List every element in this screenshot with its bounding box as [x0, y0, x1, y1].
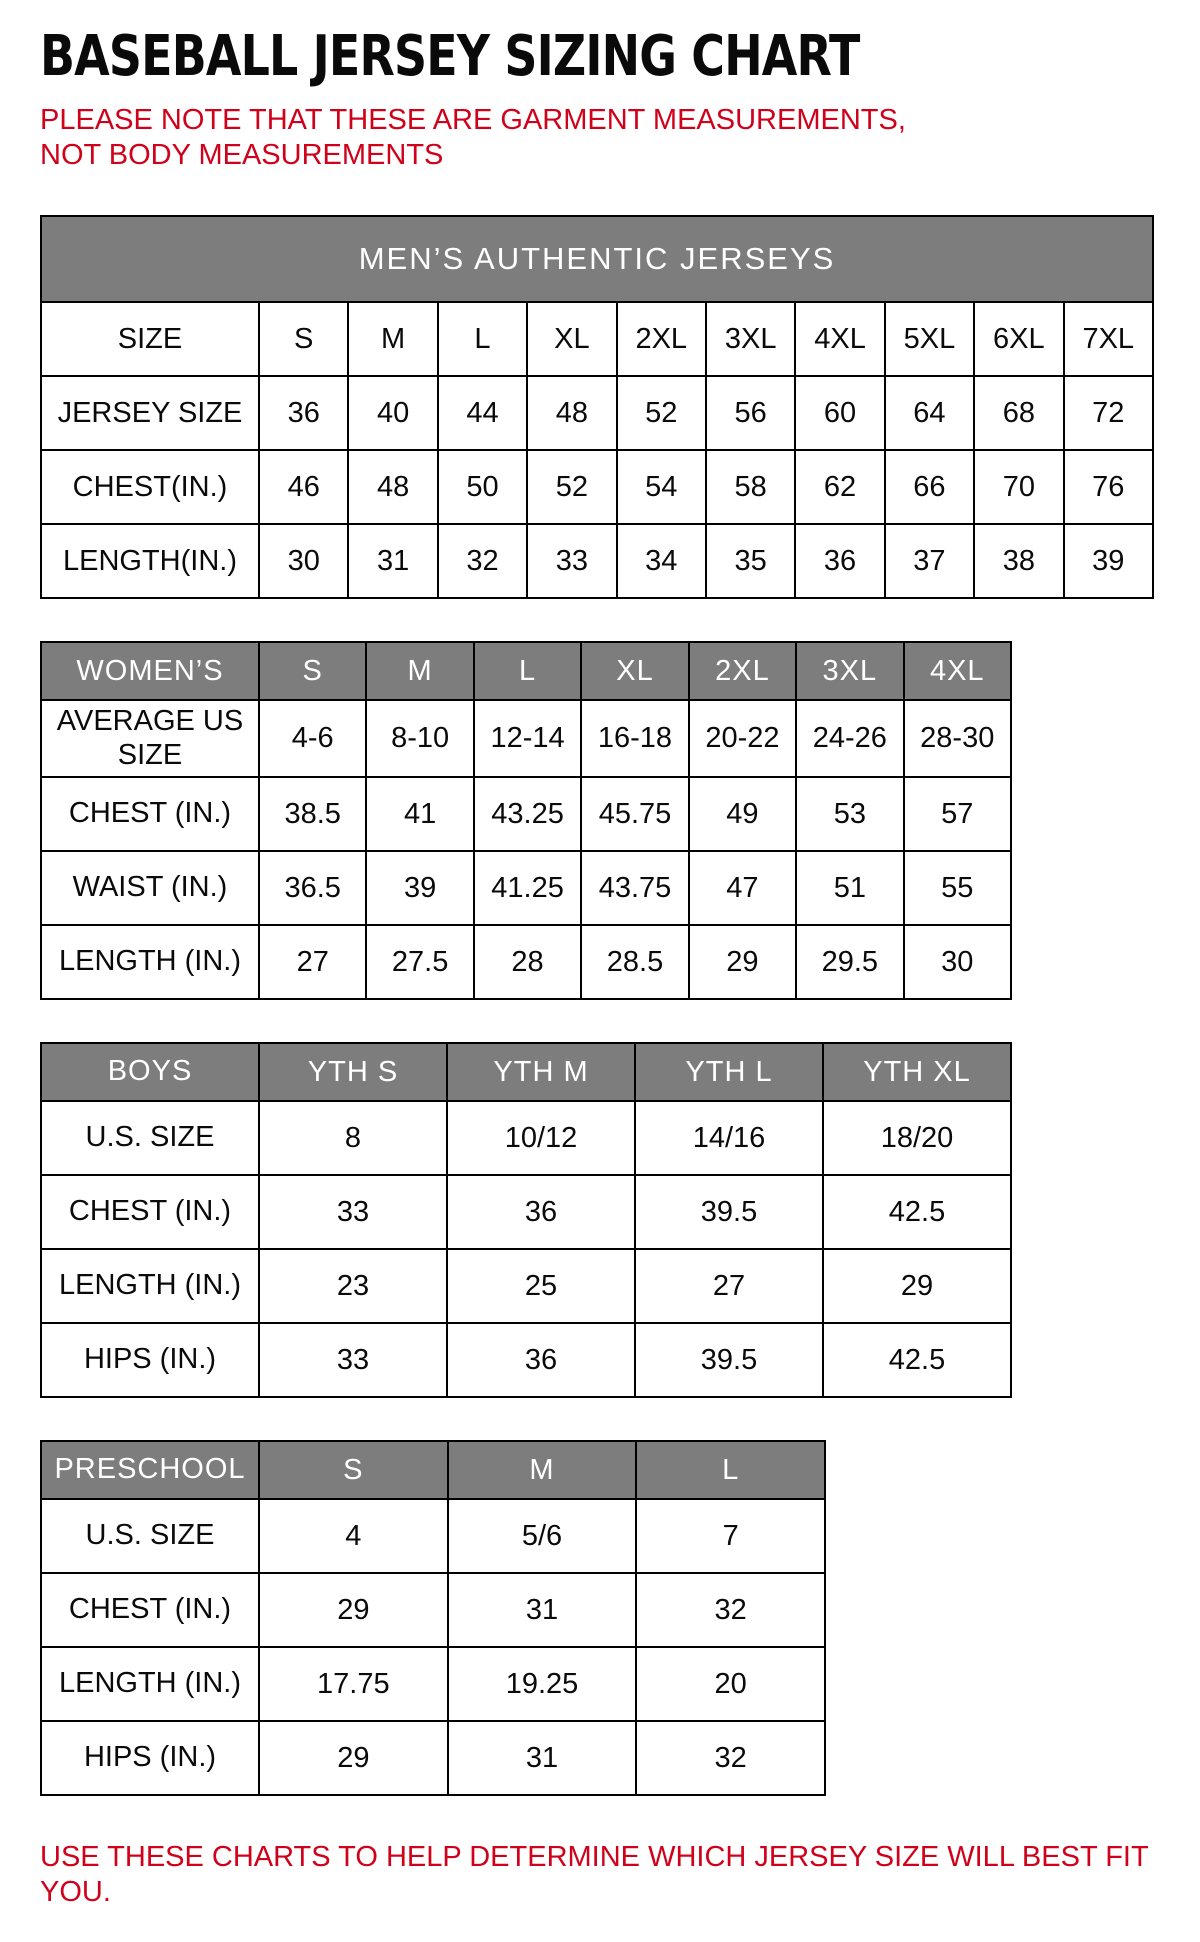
boys-table-row: [41, 1249, 1011, 1323]
preschool-value-cell: 29: [259, 1573, 448, 1647]
mens-size-header: M: [348, 302, 437, 376]
boys-table-row: [41, 1323, 1011, 1397]
preschool-value-cell: 17.75: [259, 1647, 448, 1721]
womens-size-header: XL: [581, 642, 688, 700]
preschool-value-cell: 4: [259, 1499, 448, 1573]
mens-value-cell: 35: [706, 524, 795, 598]
boys-table-row: [41, 1175, 1011, 1249]
mens-value-cell: 48: [348, 450, 437, 524]
mens-size-header: 2XL: [617, 302, 706, 376]
preschool-table-row: [41, 1573, 825, 1647]
boys-value-cell: 36: [447, 1323, 635, 1397]
mens-value-cell: 40: [348, 376, 437, 450]
womens-row-label: AVERAGE US SIZE: [41, 700, 259, 777]
boys-row-label: HIPS (IN.): [41, 1323, 259, 1397]
mens-sizing-table: [40, 215, 1154, 599]
womens-value-cell: 27: [259, 925, 366, 999]
womens-size-header: 4XL: [904, 642, 1011, 700]
mens-group-label: SIZE: [41, 302, 259, 376]
mens-value-cell: 38: [974, 524, 1063, 598]
mens-value-cell: 39: [1064, 524, 1153, 598]
womens-value-cell: 27.5: [366, 925, 473, 999]
boys-header-row: [41, 1043, 1011, 1101]
boys-row-label: U.S. SIZE: [41, 1101, 259, 1175]
womens-header-row: [41, 642, 1011, 700]
mens-row-label: CHEST(IN.): [41, 450, 259, 524]
womens-row-label: CHEST (IN.): [41, 777, 259, 851]
womens-size-header: L: [474, 642, 581, 700]
womens-value-cell: 28: [474, 925, 581, 999]
preschool-value-cell: 7: [636, 1499, 825, 1573]
mens-value-cell: 52: [527, 450, 616, 524]
mens-table-row: [41, 524, 1153, 598]
preschool-group-label: PRESCHOOL: [41, 1441, 259, 1499]
mens-value-cell: 37: [885, 524, 974, 598]
mens-value-cell: 36: [259, 376, 348, 450]
womens-value-cell: 29: [689, 925, 796, 999]
preschool-header-row: [41, 1441, 825, 1499]
womens-value-cell: 43.75: [581, 851, 688, 925]
mens-value-cell: 34: [617, 524, 706, 598]
boys-value-cell: 10/12: [447, 1101, 635, 1175]
womens-value-cell: 29.5: [796, 925, 903, 999]
mens-value-cell: 58: [706, 450, 795, 524]
mens-size-header: XL: [527, 302, 616, 376]
boys-value-cell: 23: [259, 1249, 447, 1323]
mens-value-cell: 70: [974, 450, 1063, 524]
measurement-note: PLEASE NOTE THAT THESE ARE GARMENT MEASUREMENTS, NOT BODY MEASUREMENTS: [40, 103, 906, 172]
mens-size-header: 6XL: [974, 302, 1063, 376]
womens-value-cell: 28.5: [581, 925, 688, 999]
mens-value-cell: 54: [617, 450, 706, 524]
mens-value-cell: 66: [885, 450, 974, 524]
mens-value-cell: 46: [259, 450, 348, 524]
mens-value-cell: 31: [348, 524, 437, 598]
womens-size-header: 2XL: [689, 642, 796, 700]
boys-size-header: YTH XL: [823, 1043, 1011, 1101]
preschool-value-cell: 31: [448, 1573, 637, 1647]
boys-row-label: CHEST (IN.): [41, 1175, 259, 1249]
womens-size-header: 3XL: [796, 642, 903, 700]
preschool-value-cell: 32: [636, 1573, 825, 1647]
mens-value-cell: 60: [795, 376, 884, 450]
womens-value-cell: 47: [689, 851, 796, 925]
preschool-row-label: HIPS (IN.): [41, 1721, 259, 1795]
preschool-value-cell: 20: [636, 1647, 825, 1721]
womens-row-label: LENGTH (IN.): [41, 925, 259, 999]
womens-value-cell: 16-18: [581, 700, 688, 777]
womens-value-cell: 51: [796, 851, 903, 925]
preschool-sizing-table: [40, 1440, 826, 1796]
boys-value-cell: 42.5: [823, 1323, 1011, 1397]
mens-value-cell: 32: [438, 524, 527, 598]
womens-value-cell: 39: [366, 851, 473, 925]
womens-value-cell: 55: [904, 851, 1011, 925]
mens-row-label: JERSEY SIZE: [41, 376, 259, 450]
mens-value-cell: 64: [885, 376, 974, 450]
preschool-size-header: S: [259, 1441, 448, 1499]
boys-size-header: YTH L: [635, 1043, 823, 1101]
preschool-value-cell: 29: [259, 1721, 448, 1795]
mens-banner-title: MEN’S AUTHENTIC JERSEYS: [41, 216, 1153, 302]
mens-size-header: S: [259, 302, 348, 376]
mens-value-cell: 30: [259, 524, 348, 598]
mens-size-header: 3XL: [706, 302, 795, 376]
preschool-table-row: [41, 1721, 825, 1795]
boys-value-cell: 36: [447, 1175, 635, 1249]
mens-size-header: L: [438, 302, 527, 376]
womens-value-cell: 8-10: [366, 700, 473, 777]
womens-table-row: [41, 851, 1011, 925]
tables-container: [40, 215, 1160, 1796]
boys-table-row: [41, 1101, 1011, 1175]
mens-value-cell: 33: [527, 524, 616, 598]
preschool-row-label: U.S. SIZE: [41, 1499, 259, 1573]
womens-table-row: [41, 700, 1011, 777]
womens-value-cell: 4-6: [259, 700, 366, 777]
mens-value-cell: 52: [617, 376, 706, 450]
boys-sizing-table: [40, 1042, 1012, 1398]
womens-table-row: [41, 925, 1011, 999]
womens-value-cell: 43.25: [474, 777, 581, 851]
boys-value-cell: 14/16: [635, 1101, 823, 1175]
preschool-table-row: [41, 1499, 825, 1573]
page-title: BASEBALL JERSEY SIZING CHART: [40, 24, 860, 89]
footer-note: USE THESE CHARTS TO HELP DETERMINE WHICH JERSEY SIZE WILL BEST FIT YOU.: [40, 1841, 1149, 1908]
boys-value-cell: 39.5: [635, 1175, 823, 1249]
mens-row-label: LENGTH(IN.): [41, 524, 259, 598]
preschool-value-cell: 31: [448, 1721, 637, 1795]
mens-table-row: [41, 376, 1153, 450]
preschool-size-header: M: [448, 1441, 637, 1499]
womens-value-cell: 45.75: [581, 777, 688, 851]
womens-group-label: WOMEN’S: [41, 642, 259, 700]
mens-value-cell: 76: [1064, 450, 1153, 524]
mens-value-cell: 62: [795, 450, 884, 524]
womens-value-cell: 41.25: [474, 851, 581, 925]
boys-value-cell: 18/20: [823, 1101, 1011, 1175]
preschool-value-cell: 19.25: [448, 1647, 637, 1721]
mens-value-cell: 68: [974, 376, 1063, 450]
mens-banner-row: [41, 216, 1153, 302]
womens-value-cell: 38.5: [259, 777, 366, 851]
boys-value-cell: 25: [447, 1249, 635, 1323]
mens-value-cell: 72: [1064, 376, 1153, 450]
mens-value-cell: 48: [527, 376, 616, 450]
boys-value-cell: 29: [823, 1249, 1011, 1323]
boys-value-cell: 33: [259, 1323, 447, 1397]
preschool-row-label: CHEST (IN.): [41, 1573, 259, 1647]
boys-size-header: YTH S: [259, 1043, 447, 1101]
womens-value-cell: 28-30: [904, 700, 1011, 777]
preschool-value-cell: 32: [636, 1721, 825, 1795]
preschool-value-cell: 5/6: [448, 1499, 637, 1573]
boys-value-cell: 39.5: [635, 1323, 823, 1397]
womens-value-cell: 30: [904, 925, 1011, 999]
womens-value-cell: 24-26: [796, 700, 903, 777]
boys-row-label: LENGTH (IN.): [41, 1249, 259, 1323]
womens-value-cell: 53: [796, 777, 903, 851]
womens-sizing-table: [40, 641, 1012, 1000]
mens-size-header: 7XL: [1064, 302, 1153, 376]
mens-header-row: [41, 302, 1153, 376]
womens-value-cell: 49: [689, 777, 796, 851]
womens-value-cell: 12-14: [474, 700, 581, 777]
womens-row-label: WAIST (IN.): [41, 851, 259, 925]
womens-size-header: M: [366, 642, 473, 700]
boys-value-cell: 8: [259, 1101, 447, 1175]
boys-value-cell: 27: [635, 1249, 823, 1323]
boys-value-cell: 42.5: [823, 1175, 1011, 1249]
mens-size-header: 5XL: [885, 302, 974, 376]
womens-value-cell: 36.5: [259, 851, 366, 925]
boys-group-label: BOYS: [41, 1043, 259, 1101]
mens-value-cell: 50: [438, 450, 527, 524]
womens-size-header: S: [259, 642, 366, 700]
mens-size-header: 4XL: [795, 302, 884, 376]
preschool-table-row: [41, 1647, 825, 1721]
mens-value-cell: 56: [706, 376, 795, 450]
preschool-size-header: L: [636, 1441, 825, 1499]
womens-value-cell: 20-22: [689, 700, 796, 777]
boys-value-cell: 33: [259, 1175, 447, 1249]
mens-table-row: [41, 450, 1153, 524]
womens-value-cell: 57: [904, 777, 1011, 851]
preschool-row-label: LENGTH (IN.): [41, 1647, 259, 1721]
mens-value-cell: 36: [795, 524, 884, 598]
womens-table-row: [41, 777, 1011, 851]
womens-value-cell: 41: [366, 777, 473, 851]
mens-value-cell: 44: [438, 376, 527, 450]
boys-size-header: YTH M: [447, 1043, 635, 1101]
